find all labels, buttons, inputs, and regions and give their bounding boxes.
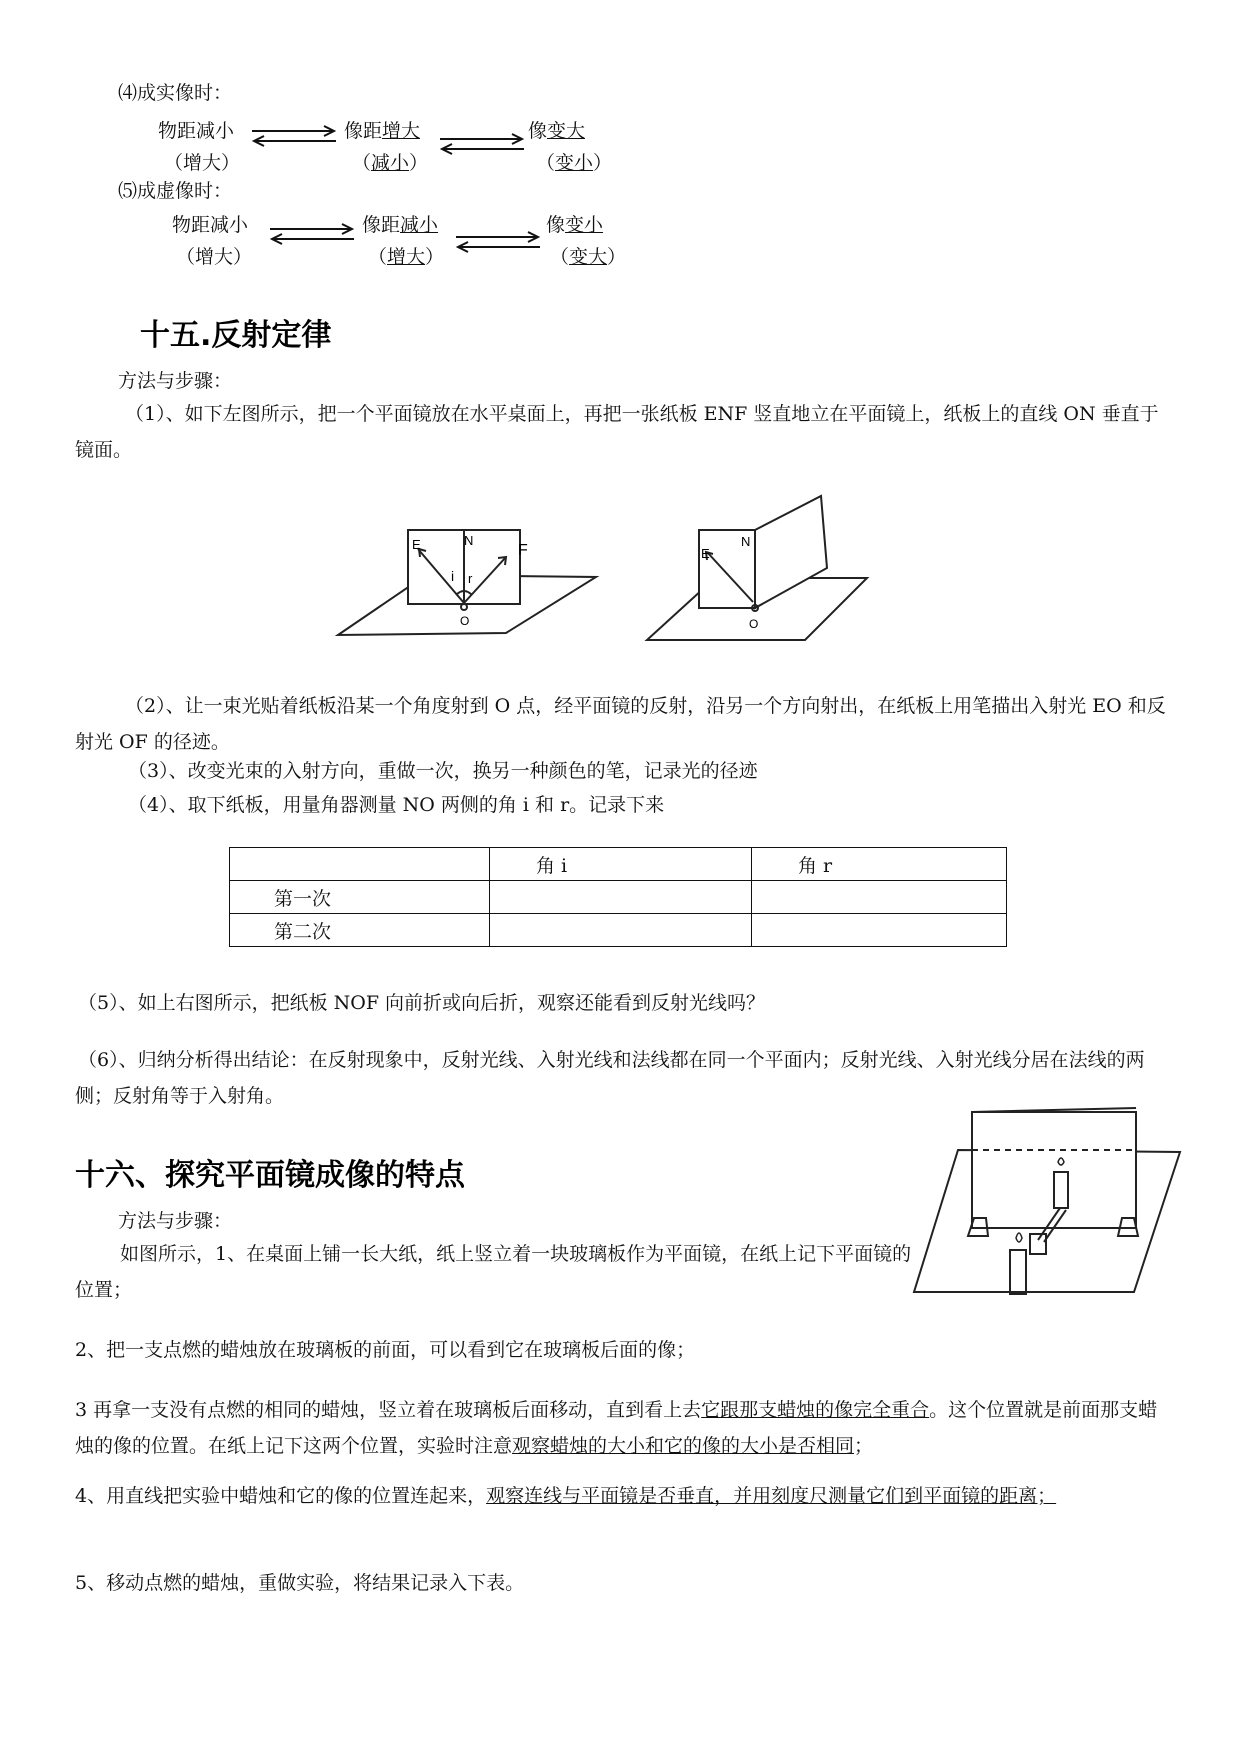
table-cell [490,914,752,947]
object-distance-alt: （增大） [164,152,241,174]
image-distance-label: 像距增大 [344,120,421,142]
double-arrow-icon [454,230,544,254]
step-2-text: （2）、让一束光贴着纸板沿某一个角度射到 O 点，经平面镜的反射，沿另一个方向射出，在纸板上用笔描出入射光 EO 和反射光 OF 的径迹。 [75,695,1166,753]
table-row [230,881,1007,914]
object-distance-label: 物距减小 [158,120,235,142]
table-row [230,914,1007,947]
step-3-text: （3）、改变光束的入射方向，重做一次，换另一种颜色的笔，记录光的径迹 [128,760,758,782]
image-distance-alt: （减小） [352,152,429,174]
image-size-alt: （变大） [550,246,627,268]
step-1-text: 如图所示，1、在桌面上铺一长大纸，纸上竖立着一块玻璃板作为平面镜，在纸上记下平面镜的位置； [75,1243,912,1301]
virtual-image-title: ⑸成虚像时： [118,180,233,202]
label-i: i [451,568,455,584]
section-16-title: 十六、探究平面镜成像的特点 [75,1158,465,1193]
label-f: F [518,542,528,559]
reflection-diagram-right [645,490,885,650]
table-cell [752,914,1007,947]
step-4-text: （4）、取下纸板，用量角器测量 NO 两侧的角 i 和 r。记录下来 [128,794,665,816]
object-distance-alt: （增大） [176,246,253,268]
section-15-title: 十五.反射定律 [140,318,332,353]
label-n: N [741,534,751,549]
reflection-diagram-left [306,465,646,665]
step-1-text: （1）、如下左图所示，把一个平面镜放在水平桌面上，再把一张纸板 ENF 竖直地立在平面镜上，纸板上的直线 ON 垂直于镜面。 [75,403,1159,461]
step-5-text: 5、移动点燃的蜡烛，重做实验，将结果记录入下表。 [75,1572,525,1594]
step-3-text: 3 再拿一支没有点燃的相同的蜡烛，竖立着在玻璃板后面移动，直到看上去它跟那支蜡烛的像完全重合。这个位置就是前面那支蜡烛的像的位置。在纸上记下这两个位置，实验时注意观察蜡烛的大小和它的像的大小是否相同； [75,1399,1158,1457]
image-size-label: 像变大 [528,120,586,142]
image-distance-alt: （增大） [368,246,445,268]
step-6-text: （6）、归纳分析得出结论：在反射现象中，反射光线、入射光线和法线都在同一个平面内；反射光线、入射光线分居在法线的两侧；反射角等于入射角。 [75,1049,1145,1107]
step-2-text: 2、把一支点燃的蜡烛放在玻璃板的前面，可以看到它在玻璃板后面的像； [75,1339,696,1361]
table-header-row [230,848,1007,881]
label-e: E [412,537,421,552]
label-e: E [701,546,710,561]
label-o: O [749,617,759,631]
image-size-label: 像变小 [546,214,604,236]
plane-mirror-diagram [908,1100,1208,1300]
angle-table [229,847,1007,947]
table-cell: 第一次 [230,881,490,914]
double-arrow-icon [438,132,528,156]
method-label: 方法与步骤： [118,370,233,392]
table-header-cell [230,848,490,881]
object-distance-label: 物距减小 [172,214,249,236]
double-arrow-icon [268,222,358,246]
table-cell: 第二次 [230,914,490,947]
image-distance-label: 像距减小 [362,214,439,236]
table-header-cell: 角 r [752,848,1007,881]
label-o: O [460,614,470,628]
table-cell [490,881,752,914]
method-label: 方法与步骤： [118,1210,233,1232]
image-size-alt: （变小） [536,152,613,174]
label-r: r [468,571,473,586]
table-header-cell: 角 i [490,848,752,881]
real-image-title: ⑷成实像时： [118,82,233,104]
double-arrow-icon [250,124,340,148]
step-5-text: （5）、如上右图所示，把纸板 NOF 向前折或向后折，观察还能看到反射光线吗？ [78,992,766,1014]
label-n: N [464,533,474,548]
table-cell [752,881,1007,914]
step-4-text: 4、用直线把实验中蜡烛和它的像的位置连起来，观察连线与平面镜是否垂直，并用刻度尺测量它们到平面镜的距离； [75,1485,1057,1507]
